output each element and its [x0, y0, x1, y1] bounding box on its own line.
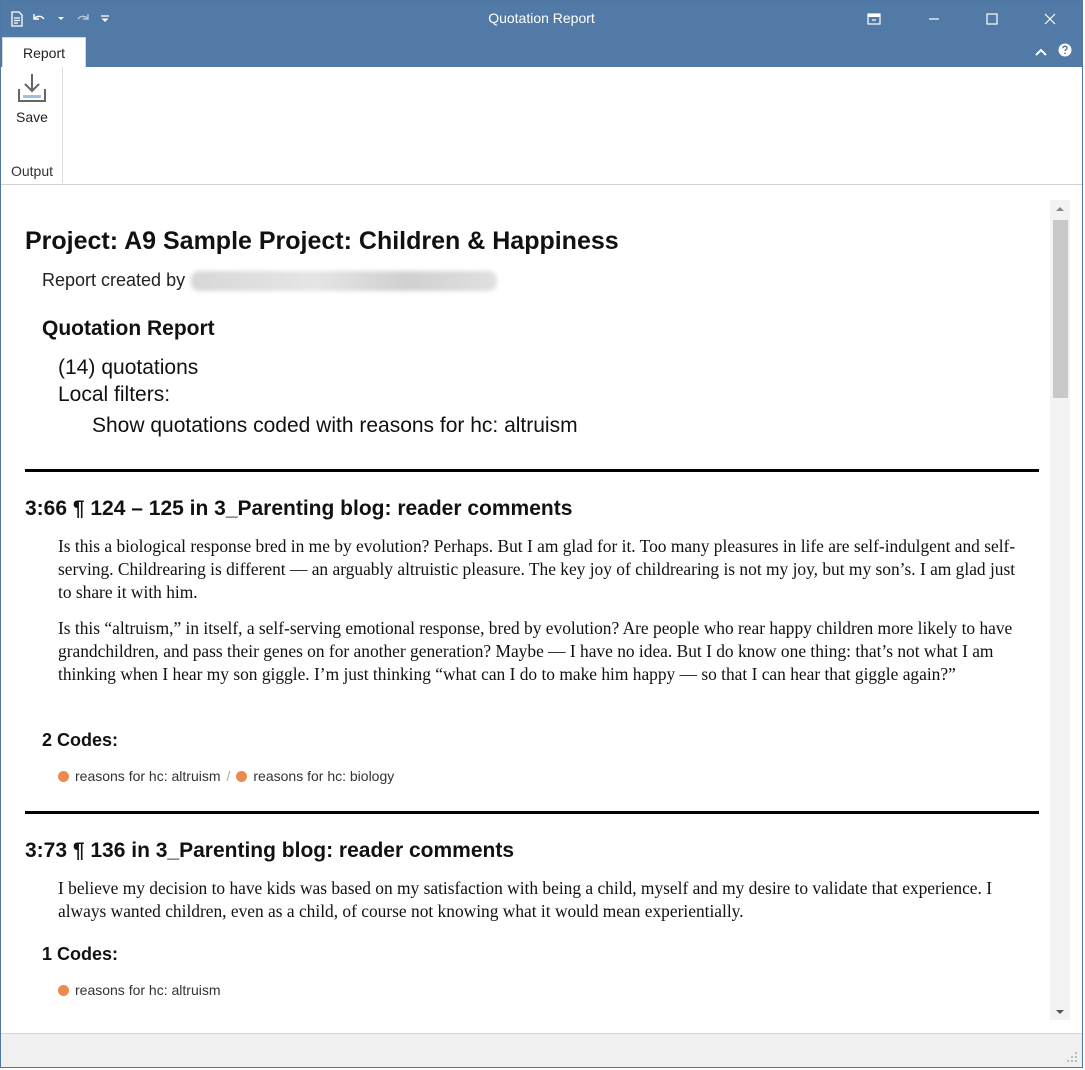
- divider: [25, 811, 1039, 814]
- created-by-label: Report created by: [42, 270, 186, 290]
- quotation-heading: 3:66 ¶ 124 – 125 in 3_Parenting blog: reader comments: [25, 497, 573, 520]
- quotation-heading: 3:73 ¶ 136 in 3_Parenting blog: reader comments: [25, 839, 515, 862]
- help-icon[interactable]: [1058, 43, 1072, 62]
- window-title: Quotation Report: [488, 10, 595, 26]
- save-download-icon: [15, 71, 49, 105]
- scroll-down-arrow-icon[interactable]: [1050, 1004, 1070, 1020]
- scroll-thumb[interactable]: [1053, 220, 1068, 398]
- quotation-paragraph: Is this “altruism,” in itself, a self-serving emotional response, bred by evolution? Are people who rear happy children more likely to have grandchildren, and pass their genes on for another generation? Maybe — I have no idea. But I do know one thing: that’s not what I am thinking when I hear my son giggle. I’m just thinking “what can I do to make him happy — so that I can hear that giggle again?”: [58, 618, 1013, 684]
- ribbon-tab-bar: [1, 37, 1082, 67]
- code-label[interactable]: reasons for hc: biology: [253, 768, 395, 784]
- resize-grip-icon[interactable]: [1066, 1051, 1078, 1063]
- codes-title: 2 Codes:: [42, 730, 119, 750]
- report-view: [1, 186, 1047, 1034]
- codes-title: 1 Codes:: [42, 944, 119, 964]
- report-title: Quotation Report: [42, 317, 215, 340]
- code-color-dot: [58, 771, 69, 782]
- filter-item: Show quotations coded with reasons for hc: altruism: [92, 414, 578, 437]
- redacted-author: [191, 271, 497, 291]
- maximize-button[interactable]: [963, 1, 1021, 37]
- quotation-count-word: quotations: [101, 356, 199, 379]
- maximize-icon: [986, 13, 998, 25]
- close-button[interactable]: [1021, 1, 1079, 37]
- minimize-icon: [928, 13, 940, 25]
- code-list: [58, 768, 394, 784]
- code-label[interactable]: reasons for hc: altruism: [75, 982, 221, 998]
- scroll-up-arrow-icon[interactable]: [1050, 200, 1070, 216]
- local-filters-label: Local filters:: [58, 383, 171, 406]
- divider: [25, 469, 1039, 472]
- quotation-count-number: (14): [58, 356, 96, 379]
- quotation-count: [58, 356, 198, 380]
- save-label: Save: [16, 109, 48, 125]
- title-bar: [1, 1, 1082, 37]
- ribbon-body: [1, 67, 1082, 185]
- report-created-line: [42, 270, 497, 291]
- code-label[interactable]: reasons for hc: altruism: [75, 768, 221, 784]
- save-button[interactable]: [7, 71, 57, 131]
- quotation-paragraph: Is this a biological response bred in me by evolution? Perhaps. But I am glad for it. Too many pleasures in life are self-indulgent and self-serving. Childrearing is different — an arguably altruistic pleasure. The key joy of childrearing is not my joy, but my son’s. I am glad just to share it with him.: [58, 536, 1016, 602]
- status-bar: [1, 1033, 1082, 1067]
- minimize-button[interactable]: [905, 1, 963, 37]
- ribbon-display-button[interactable]: [845, 1, 903, 37]
- ribbon-display-icon: [867, 13, 881, 25]
- ribbon-right-controls: [1034, 43, 1072, 62]
- code-color-dot: [58, 985, 69, 996]
- vertical-scrollbar[interactable]: [1050, 200, 1070, 1020]
- close-icon: [1044, 13, 1056, 25]
- tab-report[interactable]: Report: [2, 37, 86, 67]
- collapse-ribbon-icon[interactable]: [1034, 44, 1048, 62]
- code-separator: /: [226, 768, 231, 784]
- code-list: [58, 982, 221, 998]
- code-color-dot: [236, 771, 247, 782]
- quotation-paragraph: I believe my decision to have kids was based on my satisfaction with being a child, myself and my desire to validate that experience. I always wanted children, even as a child, of course not knowing what it would mean experientially.: [58, 878, 992, 921]
- group-label-output: Output: [10, 163, 54, 179]
- output-group: [1, 67, 63, 183]
- project-title: Project: A9 Sample Project: Children & Happiness: [25, 227, 619, 255]
